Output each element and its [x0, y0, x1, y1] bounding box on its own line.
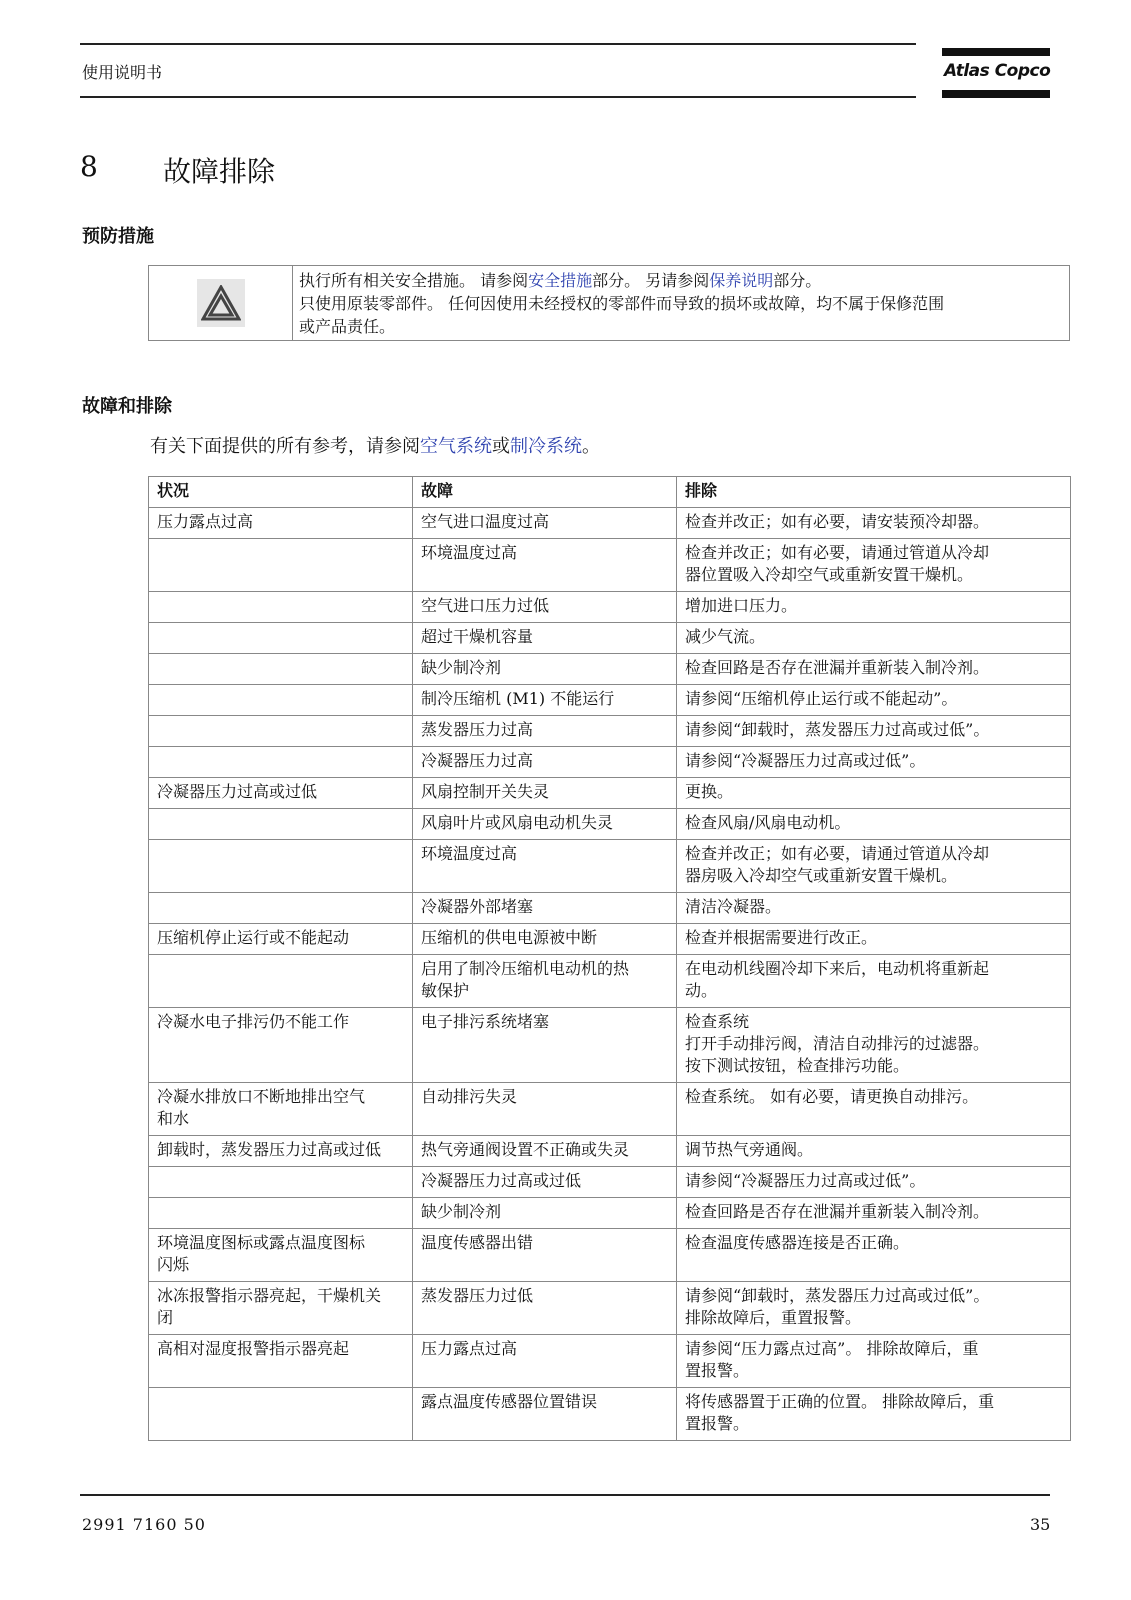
cell-remedy: 请参阅“压缩机停止运行或不能起动”。	[677, 685, 1071, 716]
cell-condition	[149, 539, 413, 592]
column-header-remedy: 排除	[677, 477, 1071, 508]
column-header-fault: 故障	[413, 477, 677, 508]
intro-text: 有关下面提供的所有参考，请参阅	[150, 436, 420, 457]
document-number: 2991 7160 50	[82, 1515, 206, 1534]
cell-condition	[149, 1388, 413, 1441]
cell-remedy	[677, 1282, 1071, 1335]
maintenance-instructions-link[interactable]: 保养说明	[709, 271, 774, 290]
cell-fault: 蒸发器压力过低	[413, 1282, 677, 1335]
table-row	[149, 1167, 1071, 1198]
table-row	[149, 1388, 1071, 1441]
logo-wordmark: Atlas Copco	[944, 61, 1051, 81]
column-header-condition: 状况	[149, 477, 413, 508]
cell-text-line: 按下测试按钮，检查排污功能。	[685, 1056, 910, 1075]
header-top-rule	[80, 43, 916, 45]
table-row	[149, 840, 1071, 893]
table-row	[149, 685, 1071, 716]
cell-condition: 压力露点过高	[149, 508, 413, 539]
warning-icon-cell	[149, 266, 293, 340]
cell-text-line: 启用了制冷压缩机电动机的热	[421, 959, 630, 978]
table-row	[149, 1229, 1071, 1282]
cell-text-line: 检查并改正；如有必要，请通过管道从冷却	[685, 543, 990, 562]
cell-text-line: 将传感器置于正确的位置。 排除故障后，重	[685, 1392, 995, 1411]
cell-fault: 自动排污失灵	[413, 1083, 677, 1136]
cell-condition	[149, 840, 413, 893]
intro-text: 。	[582, 436, 600, 457]
cell-text-line: 器房吸入冷却空气或重新安置干燥机。	[685, 866, 958, 885]
table-body	[149, 508, 1071, 1441]
precautions-heading: 预防措施	[82, 226, 154, 247]
cell-condition	[149, 654, 413, 685]
table-row	[149, 924, 1071, 955]
cell-text-line: 和水	[157, 1109, 190, 1128]
cell-condition	[149, 809, 413, 840]
cell-text-line: 置报警。	[685, 1414, 750, 1433]
cell-fault: 温度传感器出错	[413, 1229, 677, 1282]
cell-remedy: 清洁冷凝器。	[677, 893, 1071, 924]
cell-condition: 卸载时，蒸发器压力过高或过低	[149, 1136, 413, 1167]
cell-remedy	[677, 1388, 1071, 1441]
cell-condition	[149, 1167, 413, 1198]
notice-line-3: 或产品责任。	[299, 317, 396, 336]
cell-text-line: 排除故障后，重置报警。	[685, 1308, 862, 1327]
cell-text-line: 闪烁	[157, 1255, 190, 1274]
cell-fault: 热气旁通阀设置不正确或失灵	[413, 1136, 677, 1167]
cell-remedy	[677, 955, 1071, 1008]
cell-text-line: 冰冻报警指示器亮起，干燥机关	[157, 1286, 382, 1305]
cell-text-line: 环境温度图标或露点温度图标	[157, 1233, 366, 1252]
chapter-number: 8	[80, 150, 98, 183]
chapter-title: 故障排除	[163, 155, 276, 188]
notice-line-2: 只使用原装零部件。 任何因使用未经授权的零部件而导致的损坏或故障，均不属于保修范围	[299, 294, 945, 313]
table-row	[149, 809, 1071, 840]
cell-fault: 缺少制冷剂	[413, 654, 677, 685]
refrigeration-system-link[interactable]: 制冷系统	[510, 436, 582, 457]
cell-text-line: 冷凝水排放口不断地排出空气	[157, 1087, 366, 1106]
cell-text-line: 闭	[157, 1308, 174, 1327]
cell-remedy: 请参阅“冷凝器压力过高或过低”。	[677, 747, 1071, 778]
cell-condition	[149, 747, 413, 778]
table-row	[149, 893, 1071, 924]
cell-text-line: 打开手动排污阀，清洁自动排污的过滤器。	[685, 1034, 990, 1053]
cell-remedy	[677, 539, 1071, 592]
troubleshooting-intro	[150, 432, 600, 458]
notice-text: 部分。 另请参阅	[592, 271, 710, 290]
cell-text-line: 器位置吸入冷却空气或重新安置干燥机。	[685, 565, 974, 584]
cell-condition: 冷凝器压力过高或过低	[149, 778, 413, 809]
cell-condition	[149, 1198, 413, 1229]
cell-condition: 压缩机停止运行或不能起动	[149, 924, 413, 955]
cell-remedy: 检查并根据需要进行改正。	[677, 924, 1071, 955]
cell-remedy: 增加进口压力。	[677, 592, 1071, 623]
table-row	[149, 1198, 1071, 1229]
table-row	[149, 955, 1071, 1008]
cell-fault	[413, 955, 677, 1008]
notice-line-1	[299, 269, 944, 292]
cell-text-line: 检查系统	[685, 1012, 750, 1031]
cell-text-line: 敏保护	[421, 981, 470, 1000]
cell-condition	[149, 1229, 413, 1282]
cell-fault: 超过干燥机容量	[413, 623, 677, 654]
cell-condition: 高相对湿度报警指示器亮起	[149, 1335, 413, 1388]
notice-text: 执行所有相关安全措施。 请参阅	[299, 271, 529, 290]
cell-condition	[149, 955, 413, 1008]
cell-fault: 冷凝器外部堵塞	[413, 893, 677, 924]
cell-remedy: 检查系统。 如有必要，请更换自动排污。	[677, 1083, 1071, 1136]
table-row	[149, 592, 1071, 623]
table-row	[149, 778, 1071, 809]
cell-fault: 风扇控制开关失灵	[413, 778, 677, 809]
cell-remedy	[677, 840, 1071, 893]
table-row	[149, 539, 1071, 592]
cell-condition	[149, 623, 413, 654]
cell-fault: 环境温度过高	[413, 840, 677, 893]
cell-remedy: 检查温度传感器连接是否正确。	[677, 1229, 1071, 1282]
cell-condition	[149, 893, 413, 924]
warning-triangle-icon	[197, 279, 245, 327]
header-bottom-rule	[80, 96, 916, 98]
atlas-copco-logo	[942, 48, 1050, 100]
cell-fault: 冷凝器压力过高或过低	[413, 1167, 677, 1198]
cell-condition	[149, 592, 413, 623]
table-row	[149, 1008, 1071, 1083]
cell-remedy	[677, 1335, 1071, 1388]
cell-fault: 环境温度过高	[413, 539, 677, 592]
cell-text-line: 动。	[685, 981, 718, 1000]
cell-remedy	[677, 1008, 1071, 1083]
cell-remedy: 调节热气旁通阀。	[677, 1136, 1071, 1167]
cell-fault: 制冷压缩机 (M1) 不能运行	[413, 685, 677, 716]
air-system-link[interactable]: 空气系统	[420, 436, 492, 457]
cell-fault: 电子排污系统堵塞	[413, 1008, 677, 1083]
cell-remedy: 检查回路是否存在泄漏并重新装入制冷剂。	[677, 654, 1071, 685]
cell-fault: 压力露点过高	[413, 1335, 677, 1388]
cell-condition	[149, 716, 413, 747]
cell-text-line: 请参阅“压力露点过高”。 排除故障后，重	[685, 1339, 979, 1358]
safety-notice-box	[148, 265, 1070, 341]
cell-fault: 冷凝器压力过高	[413, 747, 677, 778]
notice-text: 部分。	[773, 271, 822, 290]
document-type: 使用说明书	[82, 63, 163, 82]
cell-remedy: 更换。	[677, 778, 1071, 809]
cell-condition: 冷凝水电子排污仍不能工作	[149, 1008, 413, 1083]
table-row	[149, 623, 1071, 654]
troubleshooting-heading: 故障和排除	[82, 396, 172, 417]
footer-rule	[80, 1494, 1050, 1496]
cell-fault: 风扇叶片或风扇电动机失灵	[413, 809, 677, 840]
cell-condition	[149, 1083, 413, 1136]
table-row	[149, 1282, 1071, 1335]
table-row	[149, 1083, 1071, 1136]
cell-remedy: 请参阅“卸载时，蒸发器压力过高或过低”。	[677, 716, 1071, 747]
cell-fault: 压缩机的供电电源被中断	[413, 924, 677, 955]
cell-fault: 缺少制冷剂	[413, 1198, 677, 1229]
cell-condition	[149, 1282, 413, 1335]
cell-text-line: 请参阅“卸载时，蒸发器压力过高或过低”。	[685, 1286, 990, 1305]
table-row	[149, 716, 1071, 747]
table-row	[149, 508, 1071, 539]
logo-top-bar	[942, 48, 1050, 56]
cell-fault: 空气进口温度过高	[413, 508, 677, 539]
cell-remedy: 请参阅“冷凝器压力过高或过低”。	[677, 1167, 1071, 1198]
safety-notice-text	[293, 266, 950, 340]
cell-remedy: 减少气流。	[677, 623, 1071, 654]
cell-remedy: 检查回路是否存在泄漏并重新装入制冷剂。	[677, 1198, 1071, 1229]
cell-fault: 空气进口压力过低	[413, 592, 677, 623]
cell-remedy: 检查风扇/风扇电动机。	[677, 809, 1071, 840]
cell-text-line: 置报警。	[685, 1361, 750, 1380]
table-header-row	[149, 477, 1071, 508]
logo-bottom-bar	[942, 90, 1050, 98]
troubleshooting-table	[148, 476, 1071, 1441]
table-row	[149, 747, 1071, 778]
table-row	[149, 654, 1071, 685]
intro-text: 或	[492, 436, 510, 457]
page-number: 35	[1030, 1515, 1051, 1534]
table-row	[149, 1335, 1071, 1388]
safety-measures-link[interactable]: 安全措施	[528, 271, 593, 290]
cell-remedy: 检查并改正；如有必要，请安装预冷却器。	[677, 508, 1071, 539]
table-row	[149, 1136, 1071, 1167]
cell-fault: 露点温度传感器位置错误	[413, 1388, 677, 1441]
cell-text-line: 检查并改正；如有必要，请通过管道从冷却	[685, 844, 990, 863]
cell-fault: 蒸发器压力过高	[413, 716, 677, 747]
cell-text-line: 在电动机线圈冷却下来后，电动机将重新起	[685, 959, 990, 978]
cell-condition	[149, 685, 413, 716]
